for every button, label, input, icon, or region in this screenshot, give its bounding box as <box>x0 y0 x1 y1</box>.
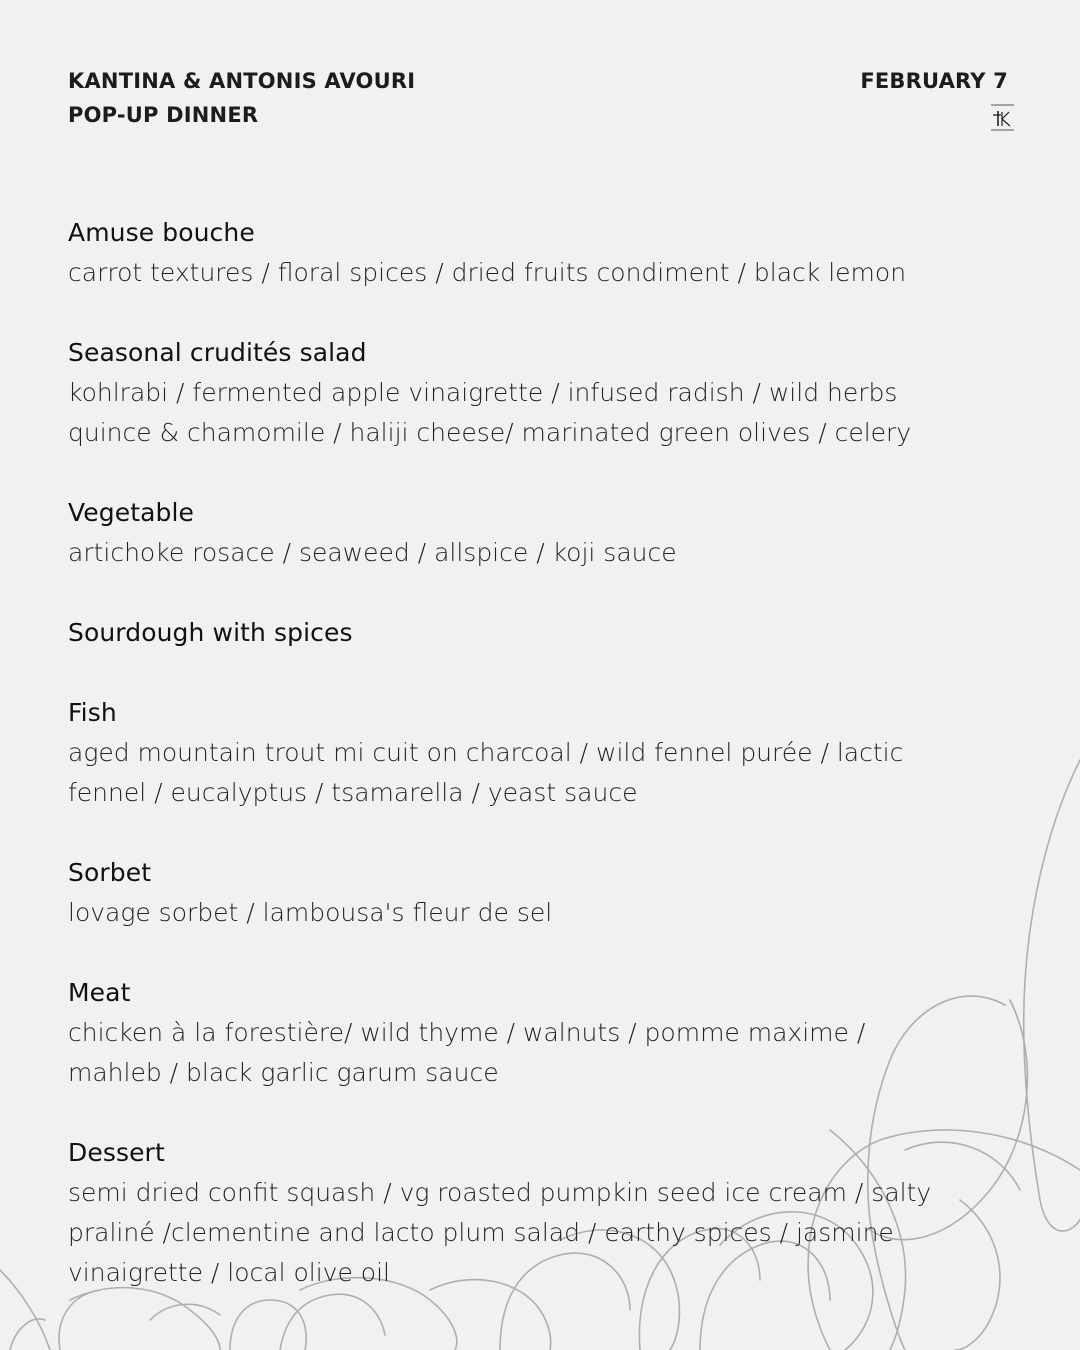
menu-course <box>68 213 1028 293</box>
course-description-line: chicken à la forestière/ wild thyme / walnuts / pomme maxime / <box>68 1018 866 1047</box>
menu-course <box>68 493 1028 573</box>
menu-course <box>68 973 1028 1093</box>
menu-course <box>68 333 1028 453</box>
course-title: Seasonal crudités salad <box>68 338 367 367</box>
course-title: Fish <box>68 698 117 727</box>
course-description-line: artichoke rosace / seaweed / allspice / koji sauce <box>68 538 677 567</box>
course-title: Vegetable <box>68 498 195 527</box>
course-title: Dessert <box>68 1138 165 1167</box>
course-description-line: semi dried confit squash / vg roasted pumpkin seed ice cream / salty <box>68 1178 932 1207</box>
course-description-line: kohlrabi / fermented apple vinaigrette / infused radish / wild herbs <box>68 378 898 407</box>
event-title <box>68 64 415 132</box>
course-description-line: lovage sorbet / lambousa's fleur de sel <box>68 898 553 927</box>
course-description-line: fennel / eucalyptus / tsamarella / yeast sauce <box>68 778 638 807</box>
course-title: Sourdough with spices <box>68 618 353 647</box>
menu-course <box>68 613 1028 653</box>
course-description-line: quince & chamomile / haliji cheese/ marinated green olives / celery <box>68 418 912 447</box>
course-description-line: mahleb / black garlic garum sauce <box>68 1058 499 1087</box>
event-title-line-1: KANTINA & ANTONIS AVOURI <box>68 69 416 93</box>
course-title: Sorbet <box>68 858 152 887</box>
event-date: FEBRUARY 7 <box>860 69 1008 93</box>
course-description-line: aged mountain trout mi cuit on charcoal / wild fennel purée / lactic <box>68 738 904 767</box>
course-title: Meat <box>68 978 131 1007</box>
menu-course <box>68 693 1028 813</box>
tasting-menu <box>68 213 1028 1293</box>
course-description-line: carrot textures / floral spices / dried fruits condiment / black lemon <box>68 258 907 287</box>
kantina-logo-icon <box>990 104 1015 132</box>
course-description-line: praliné /clementine and lacto plum salad / earthy spices / jasmine <box>68 1218 894 1247</box>
course-title: Amuse bouche <box>68 218 255 247</box>
menu-course <box>68 1133 1028 1293</box>
event-title-line-2: POP-UP DINNER <box>68 103 259 127</box>
course-description-line: vinaigrette / local olive oil <box>68 1258 390 1287</box>
menu-course <box>68 853 1028 933</box>
